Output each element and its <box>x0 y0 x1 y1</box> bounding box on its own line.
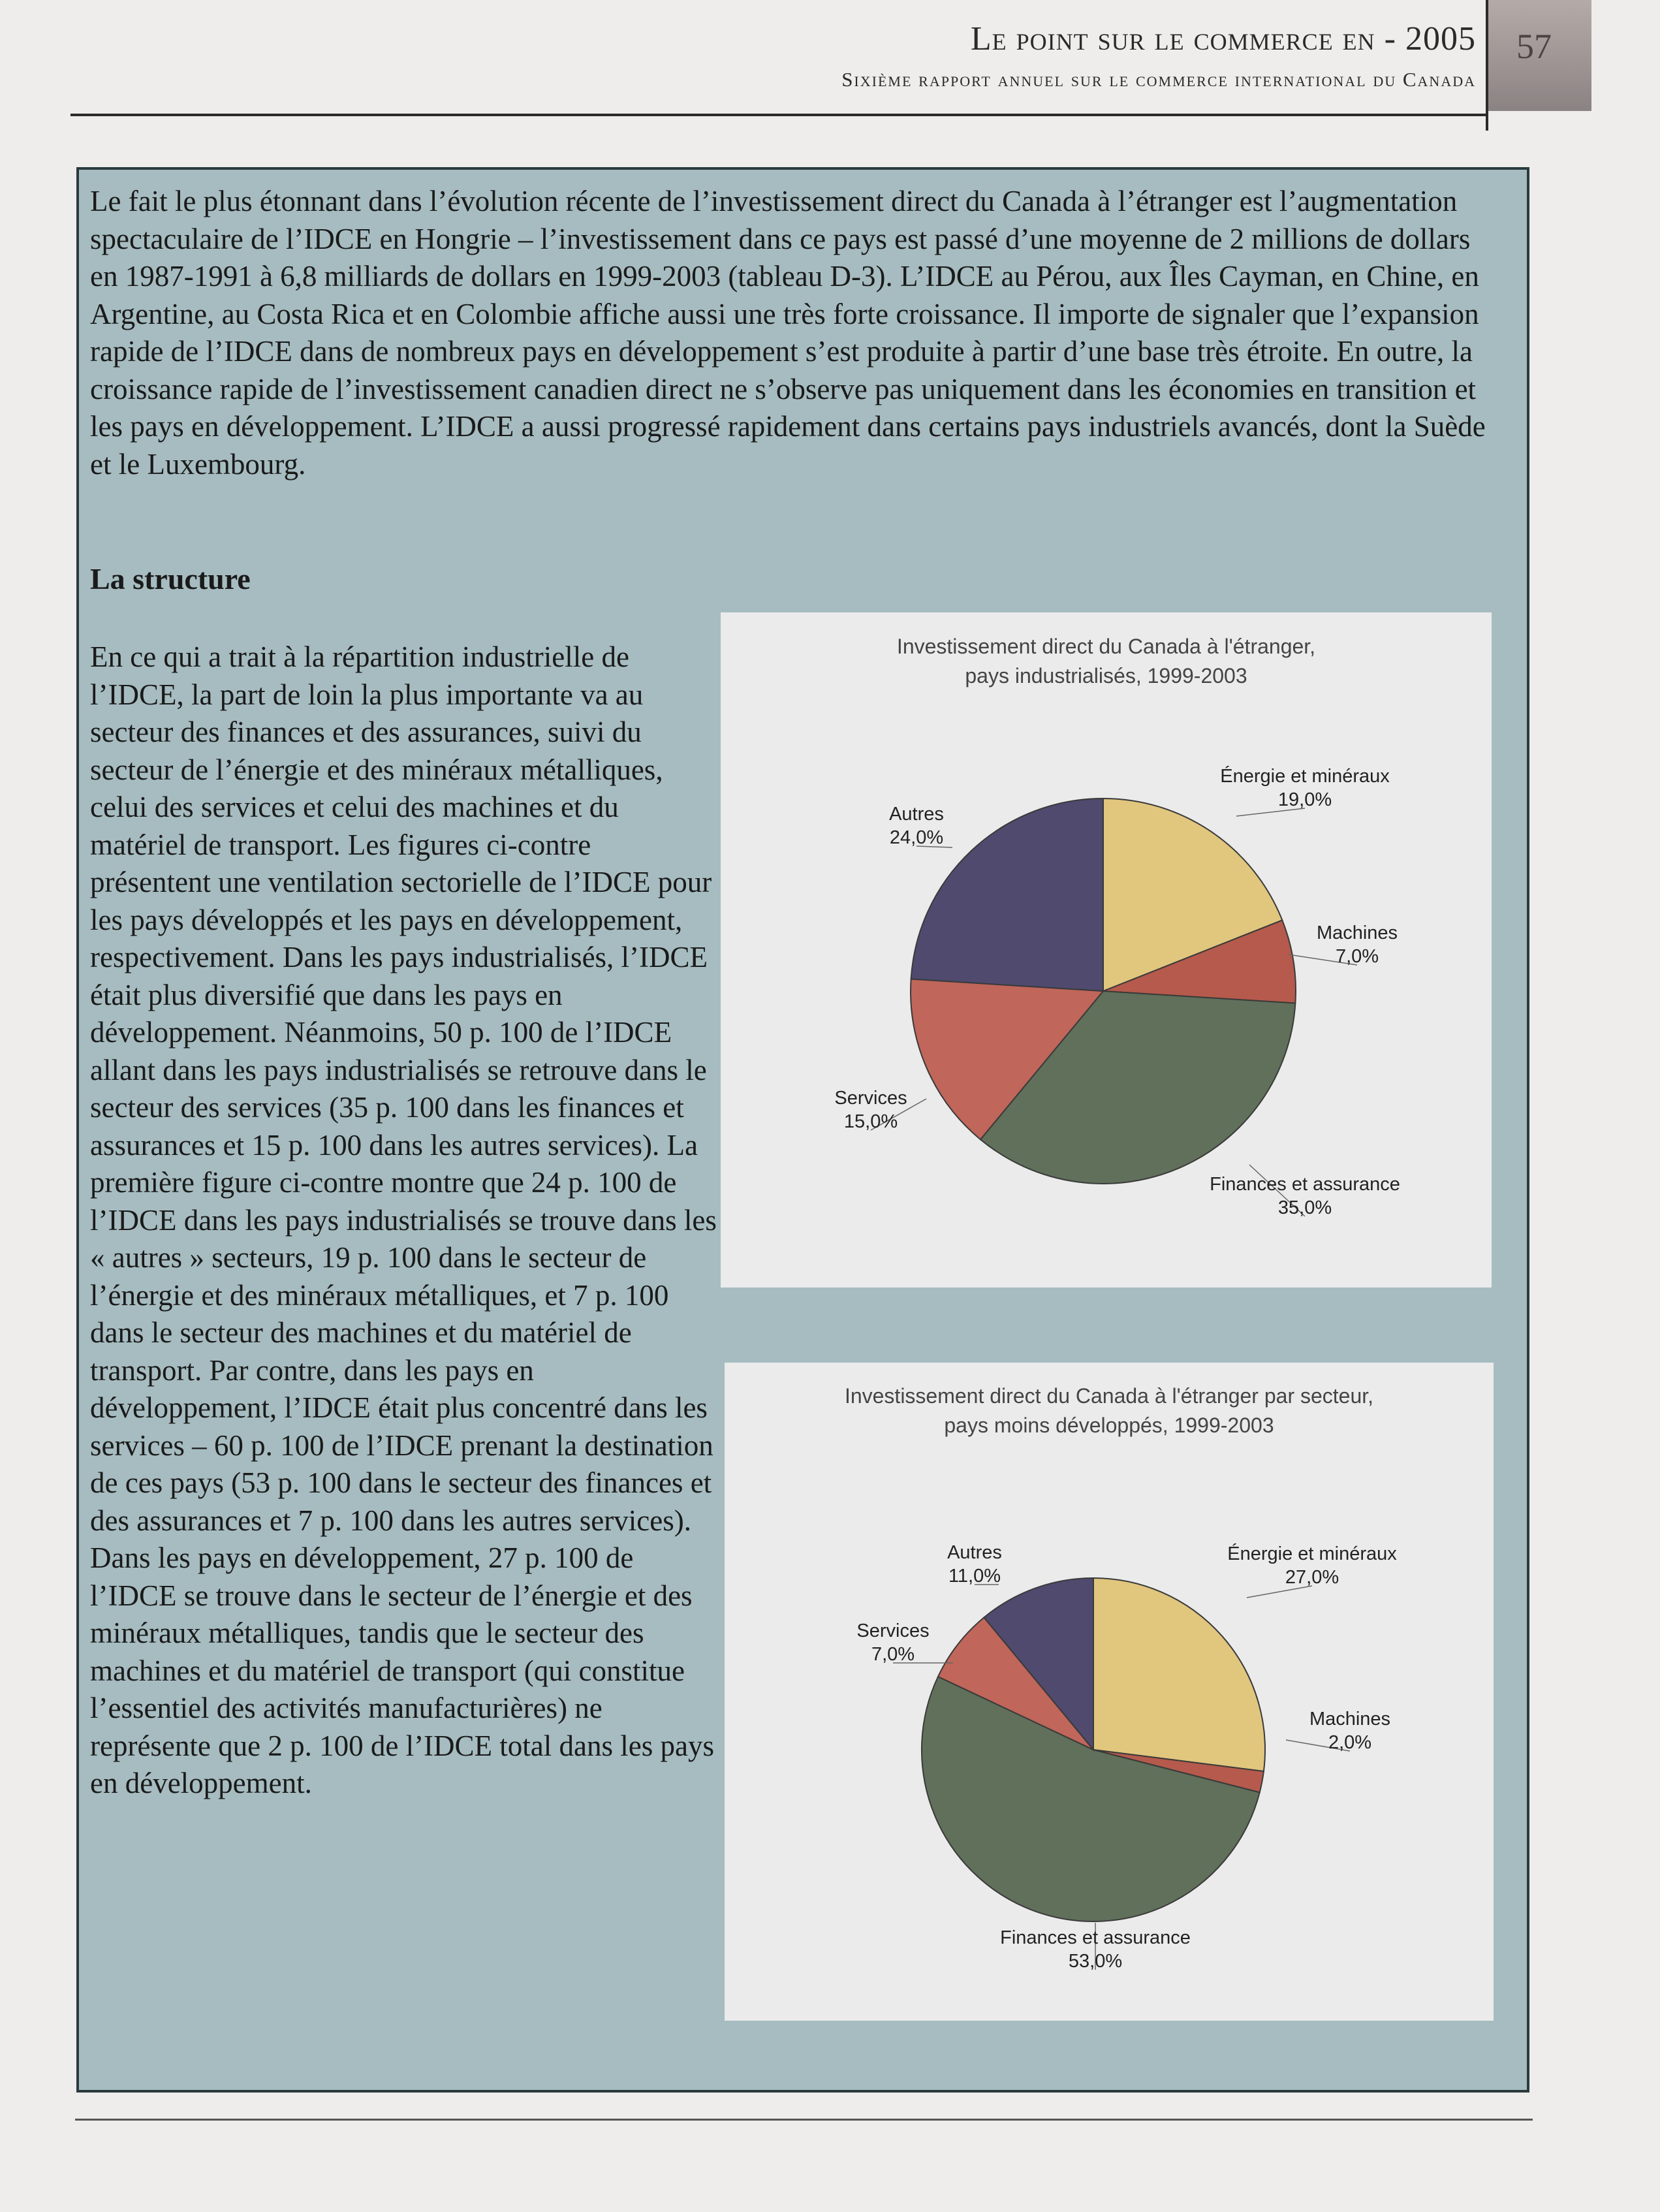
chart-less-developed <box>725 1363 1494 2021</box>
running-header-subtitle: Sixième rapport annuel sur le commerce international du Canada <box>841 68 1476 91</box>
pie-chart-less-developed <box>725 1363 1494 2021</box>
slice-value-autres: 11,0% <box>948 1566 1001 1587</box>
chart-title-line: pays moins développés, 1999-2003 <box>944 1414 1274 1437</box>
slice-label-energie-et-mineraux: Énergie et minéraux <box>1220 766 1390 787</box>
slice-label-energie-et-mineraux: Énergie et minéraux <box>1227 1543 1397 1564</box>
slice-label-autres: Autres <box>889 804 944 825</box>
slice-label-services: Services <box>834 1088 907 1109</box>
header-rule <box>70 114 1487 116</box>
pie-slice-energie-et-mineraux <box>1093 1578 1265 1771</box>
pie-chart-industrialized <box>721 612 1492 1288</box>
slice-value-machines: 7,0% <box>1335 946 1379 967</box>
slice-label-finances-et-assurance: Finances et assurance <box>1000 1927 1191 1948</box>
slice-value-finances-et-assurance: 35,0% <box>1277 1197 1332 1218</box>
footer-rule <box>75 2119 1533 2121</box>
slice-value-services: 7,0% <box>871 1644 915 1665</box>
section-heading: La structure <box>90 562 251 595</box>
chart-title-line: pays industrialisés, 1999-2003 <box>965 664 1247 687</box>
chart-title-line: Investissement direct du Canada à l'étranger, <box>896 635 1316 658</box>
slice-label-autres: Autres <box>947 1542 1002 1563</box>
slice-value-energie-et-mineraux: 19,0% <box>1277 789 1332 810</box>
slice-value-finances-et-assurance: 53,0% <box>1068 1951 1123 1972</box>
slice-label-finances-et-assurance: Finances et assurance <box>1210 1174 1400 1195</box>
slice-label-machines: Machines <box>1309 1709 1391 1730</box>
slice-value-services: 15,0% <box>843 1111 898 1132</box>
slice-value-autres: 24,0% <box>889 827 944 848</box>
chart-industrialized <box>721 612 1492 1288</box>
slice-label-machines: Machines <box>1316 923 1398 943</box>
slice-value-energie-et-mineraux: 27,0% <box>1285 1567 1339 1588</box>
slice-value-machines: 2,0% <box>1328 1732 1372 1753</box>
slice-label-services: Services <box>856 1620 930 1641</box>
running-header-title: Le point sur le commerce en - 2005 <box>970 20 1476 57</box>
body-paragraph: En ce qui a trait à la répartition industrielle de l’IDCE, la part de loin la plus importante va au secteur des finances et des assurances, suivi du secteur de l’énergie et des minéraux métalliques, celui des services et celui des machines et du matériel de transport. Les figures ci-contre présentent une ventilation sectorielle de l’IDCE pour les pays développés et les pays en développement, respectivement. Dans les pays industrialisés, l’IDCE était plus diversifié que dans les pays en développement. Néanmoins, 50 p. 100 de l’IDCE allant dans les pays industrialisés se retrouve dans le secteur des services (35 p. 100 dans les finances et assurances et 15 p. 100 dans les autres services). La première figure ci-contre montre que 24 p. 100 de l’IDCE dans les pays industrialisés se trouve dans les « autres » secteurs, 19 p. 100 dans le secteur de l’énergie et des minéraux métalliques, et 7 p. 100 dans le secteur des machines et du matériel de transport. Par contre, dans les pays en développement, l’IDCE était plus concentré dans les services – 60 p. 100 de l’IDCE prenant la destination de ces pays (53 p. 100 dans le secteur des finances et des assurances et 7 p. 100 dans les autres services). Dans les pays en développement, 27 p. 100 de l’IDCE se trouve dans le secteur de l’énergie et des minéraux métalliques, tandis que le secteur des machines et du matériel de transport (qui constitue l’essentiel des activités manufacturières) ne représente que 2 p. 100 de l’IDCE total dans les pays en développement. <box>90 640 717 1799</box>
intro-paragraph: Le fait le plus étonnant dans l’évolution récente de l’investissement direct du Canada à l’étranger est l’augmentation spectaculaire de l’IDCE en Hongrie – l’investissement dans ce pays est passé d’une moyenne de 2 millions de dollars en 1987-1991 à 6,8 milliards de dollars en 1999-2003 (tableau D-3). L’IDCE au Pérou, aux Îles Cayman, en Chine, en Argentine, au Costa Rica et en Colombie affiche aussi une très forte croissance. Il importe de signaler que l’expansion rapide de l’IDCE dans de nombreux pays en développement s’est produite à partir d’une base très étroite. En outre, la croissance rapide de l’investissement canadien direct ne s’observe pas uniquement dans les économies en transition et les pays en développement. L’IDCE a aussi progressé rapidement dans certains pays industriels avancés, dont la Suède et le Luxembourg. <box>90 185 1486 481</box>
page-number: 57 <box>1516 27 1552 66</box>
header-vertical-rule <box>1486 0 1488 131</box>
chart-title-line: Investissement direct du Canada à l'étranger par secteur, <box>844 1384 1374 1408</box>
